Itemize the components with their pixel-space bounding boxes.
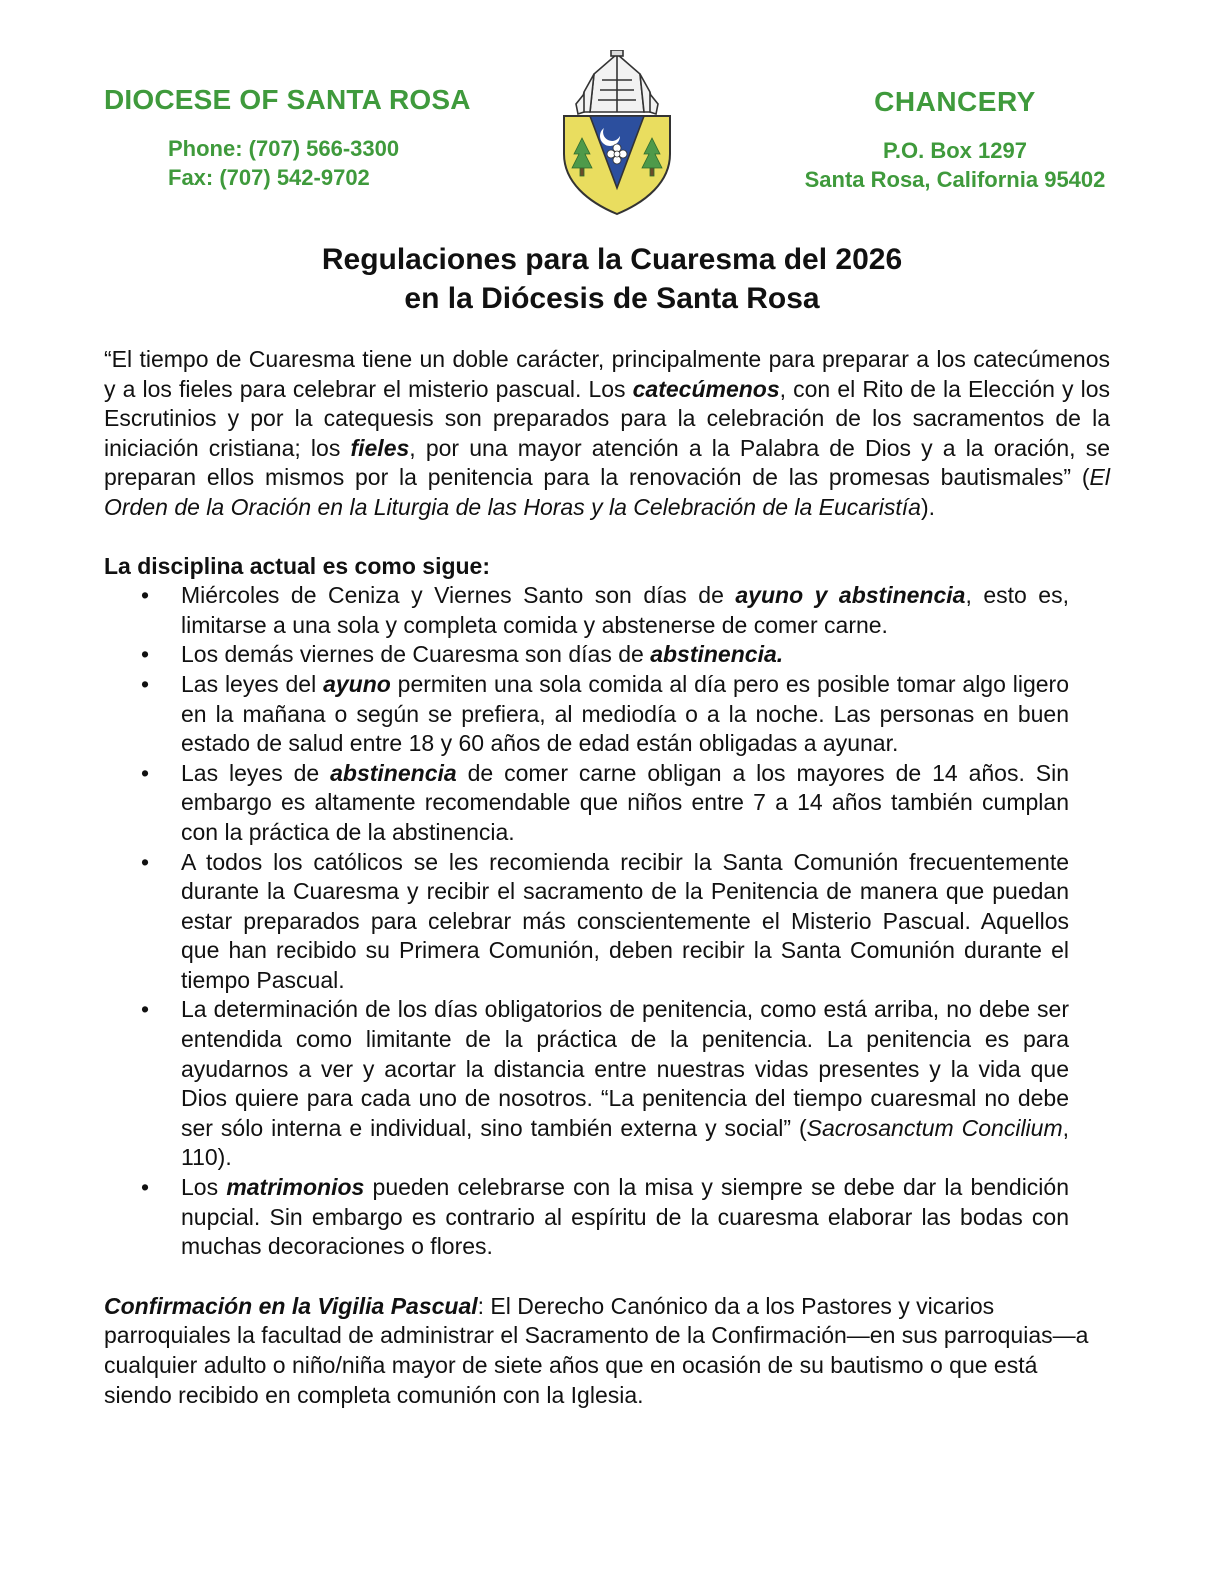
item-emphasis: ayuno — [323, 670, 391, 697]
letterhead-left — [104, 84, 524, 192]
item-text: , 110). — [181, 1114, 1070, 1171]
diocese-name: DIOCESE OF SANTA ROSA — [104, 84, 471, 115]
confirmation-text: : El Derecho Canónico da a los Pastores y vicarios parroquiales la facultad de administrar el Sacramento de la Confirmación—en sus parroquias—a cualquier adulto o niño/niña mayor de siete años que en ocasión de su bautismo o que está siendo recibido en completa comunión con la Iglesia. — [104, 1292, 1089, 1408]
intro-text-3: , por una mayor atención a la Palabra de Dios y a la oración, se preparan ellos mismos por la penitencia para la renovación de las promesas bautismales” ( — [104, 434, 1110, 491]
item-text: Los — [181, 1174, 227, 1201]
item-text: La determinación de los días obligatorios de penitencia, como está arriba, no debe ser entendida como limitante de la práctica de la penitencia. La penitencia es para ayudarnos a ver y acortar la distancia entre nuestras vidas presentes y la vida que Dios quiere para cada uno de nosotros. “La penitencia del tiempo cuaresmal no debe ser sólo interna e individual, sino también externa y social” ( — [181, 996, 1069, 1141]
item-emphasis: ayuno y abstinencia — [735, 582, 966, 609]
intro-emphasis-faithful: fieles — [350, 434, 410, 461]
item-emphasis: abstinencia — [330, 759, 457, 786]
item-text: A todos los católicos se les recomienda recibir la Santa Comunión frecuentemente durante la Cuaresma y recibir el sacramento de la Penitencia de manera que puedan estar preparados para celebrar más conscientemente el Misterio Pascual. Aquellos que han recibido su Primera Comunión, deben recibir la Santa Comunión durante el tiempo Pascual. — [181, 848, 1069, 993]
mailing-address — [780, 136, 1130, 194]
intro-citation: El Orden de la Oración en la Liturgia de las Horas y la Celebración de la Eucaristía — [104, 464, 1110, 520]
po-box: P.O. Box 1297 — [883, 138, 1027, 163]
list-item — [141, 848, 1069, 996]
list-item — [141, 995, 1070, 1173]
item-citation: Sacrosanctum Concilium — [806, 1114, 1063, 1141]
item-text: Los demás viernes de Cuaresma son días de — [181, 641, 651, 668]
fax-number: Fax: (707) 542-9702 — [168, 165, 370, 190]
bullet-icon: • — [141, 641, 150, 668]
discipline-list — [104, 581, 1069, 1262]
title-line-1: Regulaciones para la Cuaresma del 2026 — [321, 243, 903, 276]
letterhead-right — [780, 86, 1130, 194]
title-line-2: en la Diócesis de Santa Rosa — [404, 282, 820, 315]
list-item — [141, 581, 1069, 640]
bullet-icon: • — [141, 848, 150, 875]
item-text: de comer carne obligan a los mayores de 14 años. Sin embargo es altamente recomendable que niños entre 7 a 14 años también cumplan con la práctica de la abstinencia. — [181, 759, 1070, 845]
item-text: pueden celebrarse con la misa y siempre se debe dar la bendición nupcial. Sin embargo es contrario al espíritu de la cuaresma elaborar las bodas con muchas decoraciones o flores. — [181, 1174, 1070, 1260]
confirmation-label: Confirmación en la Vigilia Pascual — [104, 1292, 478, 1319]
item-text: Las leyes de — [181, 759, 331, 786]
bullet-icon: • — [141, 670, 150, 697]
list-item — [141, 1173, 1070, 1262]
contact-block — [168, 134, 524, 192]
phone-number: Phone: (707) 566-3300 — [168, 136, 400, 161]
bullet-icon: • — [141, 582, 150, 609]
coat-of-arms-icon — [554, 50, 680, 216]
item-emphasis: abstinencia. — [650, 641, 784, 668]
item-text: Miércoles de Ceniza y Viernes Santo son días de — [181, 582, 736, 609]
intro-emphasis-catechumens: catecúmenos — [632, 375, 780, 402]
bullet-icon: • — [141, 1174, 150, 1201]
list-item — [141, 670, 1070, 759]
bullet-icon: • — [141, 759, 150, 786]
chancery-label: CHANCERY — [874, 86, 1036, 117]
intro-text-4: ). — [920, 493, 936, 520]
intro-text-1: “El tiempo de Cuaresma tiene un doble carácter, principalmente para preparar a los catecúmenos y a los fieles para celebrar el misterio pascual. Los — [104, 346, 1110, 402]
list-item — [141, 759, 1070, 848]
bullet-icon: • — [141, 996, 150, 1023]
item-text: permiten una sola comida al día pero es posible tomar algo ligero en la mañana o según se prefiera, al mediodía o a la noche. Las personas en buen estado de salud entre 18 y 60 años de edad están obligadas a ayunar. — [181, 670, 1070, 757]
item-text: , esto es, limitarse a una sola y completa comida y abstenerse de comer carne. — [181, 582, 1069, 638]
item-emphasis: matrimonios — [226, 1174, 365, 1201]
discipline-heading: La disciplina actual es como sigue: — [104, 552, 491, 579]
list-item — [141, 640, 1069, 670]
confirmation-paragraph — [104, 1292, 1110, 1410]
document-body — [104, 345, 1110, 1410]
item-text: Las leyes del — [181, 670, 324, 697]
document-title — [0, 240, 1224, 318]
city-state-zip: Santa Rosa, California 95402 — [804, 167, 1106, 192]
intro-paragraph — [104, 345, 1110, 523]
intro-text-2: , con el Rito de la Elección y los Escrutinios y por la catequesis son preparados para la celebración de los sacramentos de la iniciación cristiana; los — [104, 375, 1111, 461]
